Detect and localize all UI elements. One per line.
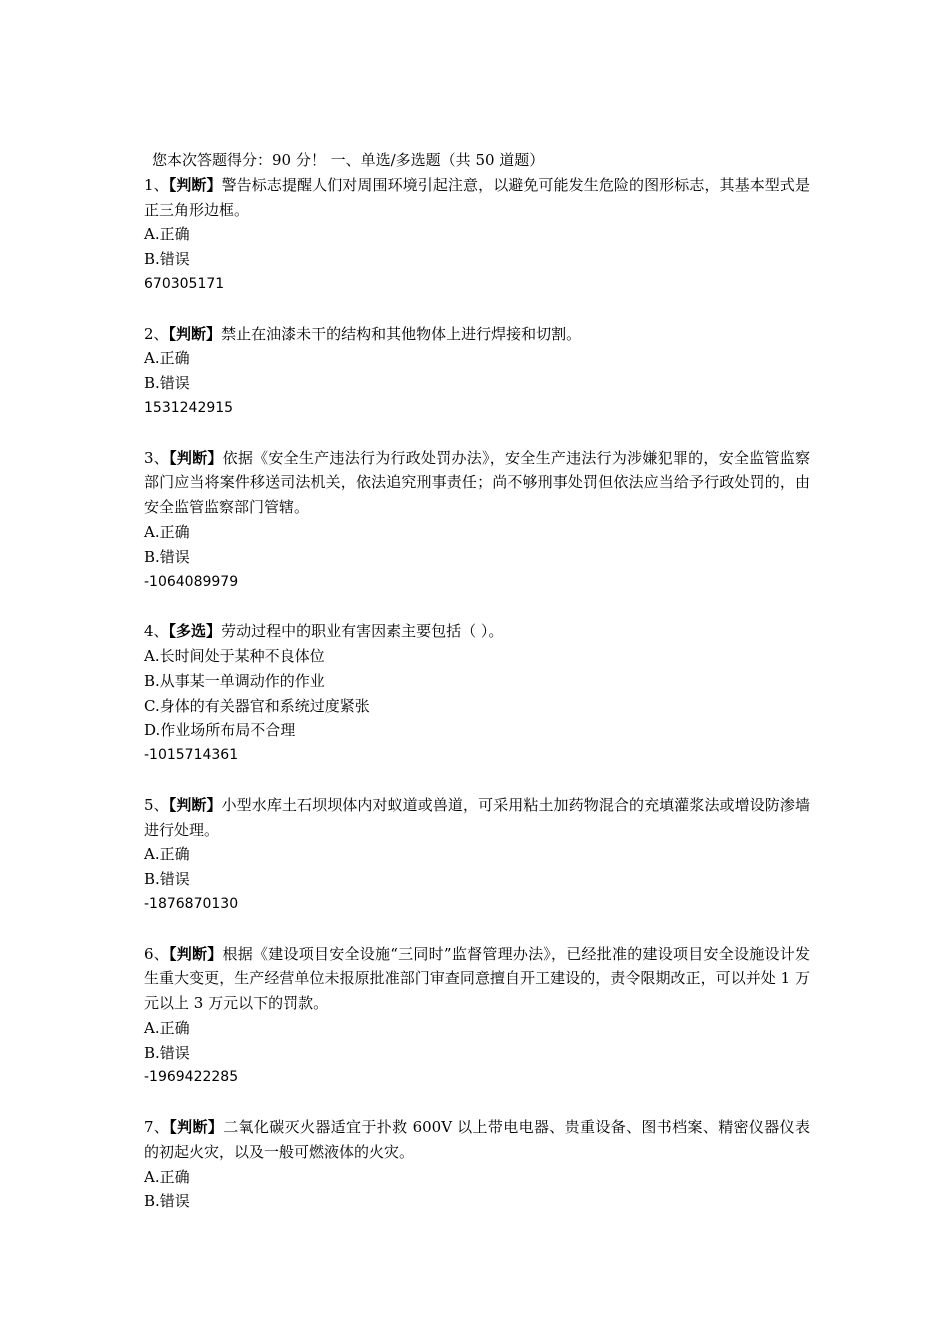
- question-item: [144, 942, 810, 1091]
- question-body: 根据《建设项目安全设施“三同时”监督管理办法》，已经批准的建设项目安全设施设计发生重大变更，生产经营单位未报原批准部门审查同意擅自开工建设的，责令限期改正，可以并处 1 万元以上 3 万元以下的罚款。: [144, 944, 811, 1013]
- question-id-code: -1876870130: [144, 895, 239, 912]
- question-number: 6、: [144, 944, 170, 963]
- answer-option: A.长时间处于某种不良体位: [144, 646, 325, 665]
- question-id-code: 1531242915: [144, 399, 234, 416]
- question-text: [144, 619, 810, 644]
- answer-option: B.错误: [144, 1043, 190, 1062]
- question-body: 二氧化碳灭火器适宜于扑救 600V 以上带电电器、贵重设备、图书档案、精密仪器仪表的初起火灾，以及一般可燃液体的火灾。: [144, 1118, 810, 1161]
- answer-option: A.正确: [144, 1018, 190, 1037]
- question-type-tag: 【判断】: [168, 324, 222, 343]
- answer-option: B.从事某一单调动作的作业: [144, 671, 325, 690]
- answer-option: D.作业场所布局不合理: [144, 721, 296, 740]
- answer-option: B.错误: [144, 250, 190, 269]
- question-type-tag: 【判断】: [169, 448, 223, 467]
- question-type-tag: 【判断】: [168, 795, 222, 814]
- question-body: 小型水库土石坝坝体内对蚁道或兽道，可采用粘土加药物混合的充填灌浆法或增设防渗墙进行处理。: [144, 795, 810, 839]
- question-body: 劳动过程中的职业有害因素主要包括（ ）。: [221, 622, 504, 641]
- answer-option: A.正确: [144, 522, 190, 541]
- question-number: 7、: [144, 1118, 170, 1137]
- question-item: [144, 793, 810, 917]
- question-number: 3、: [144, 448, 170, 467]
- score-header: 您本次答题得分：90 分！ 一、单选/多选题（共 50 道题）: [152, 151, 545, 169]
- question-text: [144, 173, 810, 223]
- question-body: 依据《安全生产违法行为行政处罚办法》，安全生产违法行为涉嫌犯罪的，安全监管监察部门应当将案件移送司法机关，依法追究刑事责任；尚不够刑事处罚但依法应当给予行政处罚的，由安全监管监察部门管辖。: [144, 448, 810, 517]
- question-text: [144, 322, 810, 347]
- question-list: [144, 173, 810, 1214]
- question-number: 2、: [144, 324, 169, 343]
- answer-option: A.正确: [144, 845, 190, 864]
- question-text: [144, 1115, 810, 1165]
- question-text: [144, 793, 810, 843]
- question-number: 1、: [144, 175, 169, 194]
- question-text: [144, 446, 810, 520]
- answer-option: B.错误: [144, 1192, 190, 1211]
- question-body: 警告标志提醒人们对周围环境引起注意，以避免可能发生危险的图形标志，其基本型式是正三角形边框。: [144, 175, 810, 219]
- answer-option: A.正确: [144, 1167, 190, 1186]
- answer-option: A.正确: [144, 225, 190, 244]
- answer-option: B.错误: [144, 870, 190, 889]
- question-text: [144, 942, 810, 1016]
- answer-option: C.身体的有关器官和系统过度紧张: [144, 696, 370, 715]
- question-type-tag: 【判断】: [169, 944, 223, 963]
- question-type-tag: 【多选】: [168, 622, 222, 641]
- question-id-code: -1969422285: [144, 1069, 239, 1086]
- question-id-code: 670305171: [144, 275, 225, 292]
- question-body: 禁止在油漆未干的结构和其他物体上进行焊接和切割。: [221, 324, 582, 343]
- document-page: [144, 148, 810, 1239]
- question-id-code: -1015714361: [144, 747, 239, 764]
- question-id-code: -1064089979: [144, 573, 239, 590]
- answer-option: B.错误: [144, 374, 190, 393]
- question-type-tag: 【判断】: [169, 1118, 224, 1137]
- question-number: 5、: [144, 795, 169, 814]
- answer-option: A.正确: [144, 349, 190, 368]
- answer-option: B.错误: [144, 547, 190, 566]
- question-item: [144, 446, 810, 595]
- question-item: [144, 619, 810, 768]
- question-item: [144, 1115, 810, 1214]
- question-item: [144, 322, 810, 421]
- question-number: 4、: [144, 622, 169, 641]
- question-type-tag: 【判断】: [168, 175, 222, 194]
- question-item: [144, 173, 810, 297]
